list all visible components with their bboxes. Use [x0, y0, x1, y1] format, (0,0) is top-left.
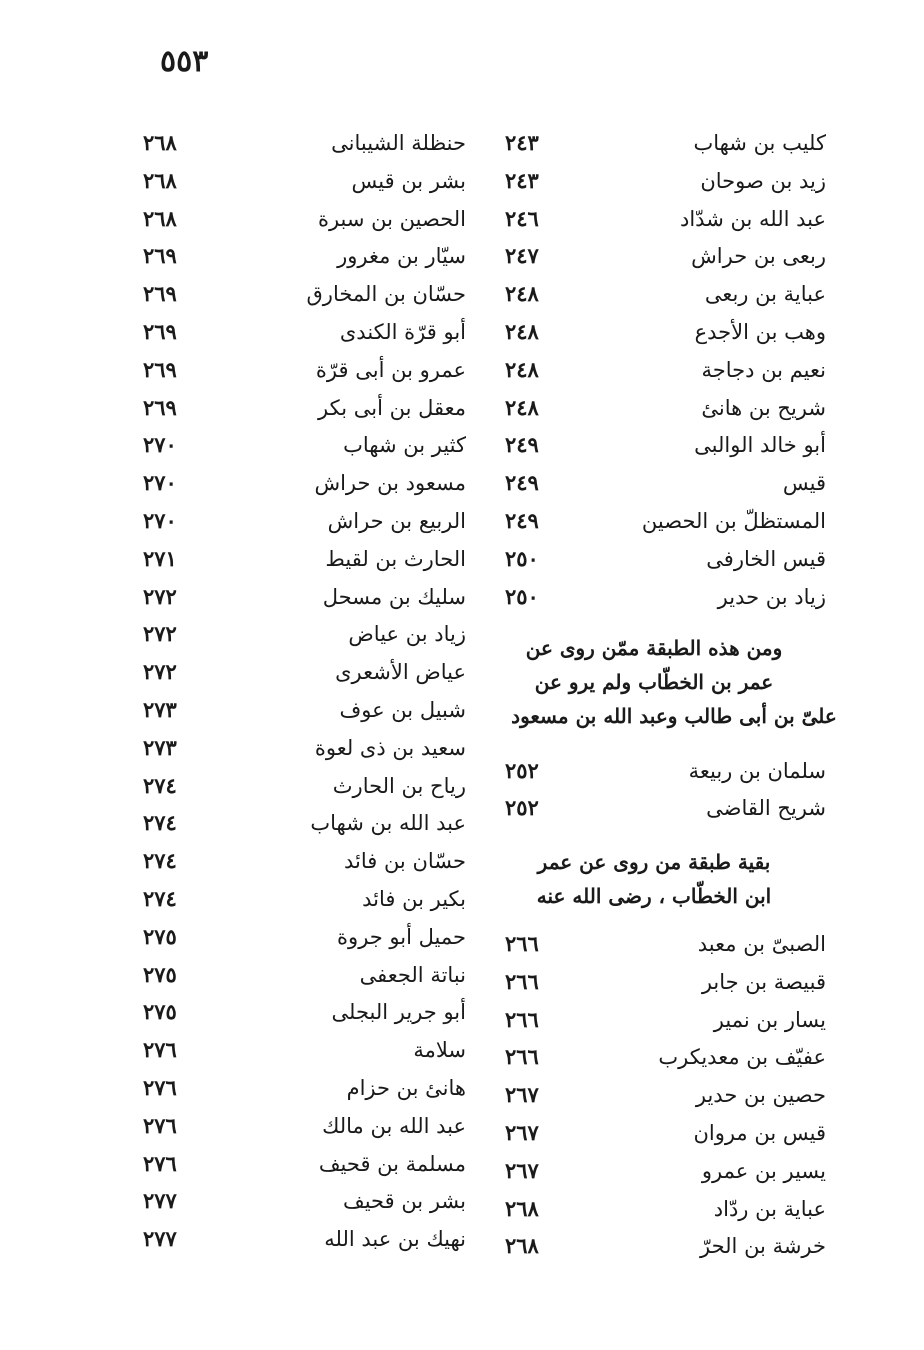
entry-name: هانئ بن حزام: [346, 1076, 466, 1100]
entry-page: ٢٦٦: [505, 931, 539, 956]
entry-name: سيّار بن مغرور: [337, 244, 466, 269]
entry-name: نعيم بن دجاجة: [701, 357, 826, 382]
entry-page: ٢٤٨: [505, 281, 539, 307]
index-entry: [0, 313, 924, 351]
index-entry: [0, 200, 924, 238]
index-entry: [0, 124, 924, 162]
entry-name: الحارث بن لقيط: [325, 546, 466, 571]
entry-page: ٢٧١: [143, 545, 177, 571]
entry-name: عبد الله بن شدّاد: [680, 206, 826, 231]
entry-name: قيس الخارفى: [706, 546, 826, 571]
entry-name: أبو جرير البجلى: [331, 1000, 466, 1025]
entry-name: مسلمة بن قحيف: [318, 1151, 466, 1176]
entry-name: بشر بن قيس: [351, 168, 466, 193]
entry-name: أبو خالد الوالبى: [694, 433, 826, 458]
entry-name: عياض الأشعرى: [335, 660, 466, 685]
entry-name: المستظلّ بن الحصين: [641, 509, 826, 533]
index-entry: [0, 464, 924, 502]
entry-page: ٢٦٧: [505, 1157, 539, 1183]
entry-name: زياد بن حدير: [717, 584, 826, 609]
entry-page: ٢٧٥: [143, 961, 177, 987]
entry-page: ٢٦٧: [505, 1120, 539, 1145]
entry-page: ٢٤٨: [505, 394, 539, 420]
entry-name: أبو قرّة الكندى: [339, 320, 466, 344]
entry-page: ٢٤٨: [505, 356, 539, 382]
index-entry: [0, 426, 924, 464]
entry-name: حسّان بن فائد: [343, 849, 466, 874]
entry-page: ٢٧٦: [143, 1150, 177, 1176]
entry-page: ٢٧٧: [143, 1188, 177, 1214]
entry-name: مسعود بن حراش: [314, 471, 466, 496]
entry-name: بكير بن فائد: [362, 887, 466, 911]
index-entry: [0, 1031, 924, 1069]
entry-name: نباتة الجعفى: [359, 962, 466, 987]
entry-page: ٢٧٢: [143, 659, 177, 685]
entry-name: عبد الله بن شهاب: [310, 811, 466, 836]
entry-page: ٢٧٤: [143, 848, 177, 874]
entry-name: شريح القاضى: [706, 796, 826, 820]
entry-name: الربيع بن حراش: [327, 509, 466, 533]
index-entry: [0, 767, 924, 805]
entry-page: ٢٧٢: [143, 583, 177, 609]
entry-page: ٢٦٦: [505, 968, 539, 994]
entry-name: شريح بن هانئ: [701, 395, 826, 420]
entry-page: ٢٦٨: [143, 130, 177, 155]
entry-name: زياد بن عياض: [348, 622, 466, 647]
entry-page: ٢٥٠: [505, 583, 539, 609]
entry-name: قيس: [782, 471, 826, 496]
entry-page: ٢٦٧: [505, 1082, 539, 1108]
heading-2-line: ابن الخطّاب ، رضى الله عنه: [536, 884, 772, 908]
heading-1-line: عمر بن الخطّاب ولم يرو عن: [534, 670, 774, 694]
entry-name: يسير بن عمرو: [701, 1158, 826, 1183]
entry-name: سعيد بن ذى لعوة: [314, 735, 466, 760]
heading-1-line: علىّ بن أبى طالب وعبد الله بن مسعود: [511, 704, 837, 728]
entry-name: سليك بن مسحل: [322, 584, 466, 609]
index-entry: [0, 1182, 924, 1220]
entry-page: ٢٦٩: [143, 394, 177, 420]
entry-name: عباية بن ردّاد: [713, 1196, 826, 1221]
section-heading-1: [504, 631, 837, 733]
entry-page: ٢٤٩: [505, 432, 539, 458]
index-entry: [0, 918, 924, 956]
index-entry: [0, 993, 924, 1031]
entry-page: ٢٤٣: [505, 130, 539, 155]
index-entry: [0, 351, 924, 389]
entry-name: سلامة: [413, 1038, 466, 1063]
entry-page: ٢٤٩: [505, 470, 539, 496]
index-entry: [0, 1220, 924, 1258]
entry-page: ٢٥٢: [505, 758, 539, 783]
entry-page: ٢٤٩: [505, 508, 539, 533]
entry-name: رياح بن الحارث: [332, 773, 466, 798]
entry-name: نهيك بن عبد الله: [324, 1227, 466, 1252]
index-entry: [0, 1069, 924, 1107]
entry-name: قيس بن مروان: [693, 1121, 826, 1145]
section-heading-2: [504, 845, 804, 913]
index-entry: [0, 804, 924, 842]
entry-page: ٢٧٤: [143, 772, 177, 798]
index-entry: [0, 1107, 924, 1145]
entry-name: كثير بن شهاب: [343, 433, 466, 458]
entry-page: ٢٧٤: [143, 810, 177, 836]
index-entry: [0, 540, 924, 578]
entry-name: يسار بن نمير: [713, 1007, 826, 1032]
entry-name: ربعى بن حراش: [691, 244, 826, 269]
index-entry: [0, 237, 924, 275]
entry-name: سلمان بن ربيعة: [688, 759, 826, 783]
entry-page: ٢٦٨: [143, 205, 177, 231]
entry-page: ٢٧٣: [143, 734, 177, 760]
entry-name: زيد بن صوحان: [700, 168, 826, 193]
entry-page: ٢٥٠: [505, 545, 539, 571]
index-entry: [0, 162, 924, 200]
heading-1-line: ومن هذه الطبقة ممّن روى عن: [525, 636, 783, 660]
entry-name: الحصين بن سبرة: [317, 206, 466, 231]
entry-name: حسّان بن المخارق: [306, 282, 466, 307]
entry-page: ٢٤٦: [505, 205, 539, 231]
heading-2-line: بقية طبقة من روى عن عمر: [537, 850, 771, 874]
entry-name: عفيّف بن معديكرب: [658, 1045, 826, 1070]
index-entry: [0, 502, 924, 540]
entry-page: ٢٧٥: [143, 923, 177, 949]
entry-name: حصين بن حدير: [695, 1083, 826, 1108]
entry-page: ٢٦٨: [505, 1233, 539, 1259]
entry-page: ٢٧٣: [143, 697, 177, 722]
entry-page: ٢٧٦: [143, 1112, 177, 1138]
entry-name: حميل أبو جروة: [337, 924, 466, 949]
index-entry: [0, 1145, 924, 1183]
entry-name: وهب بن الأجدع: [694, 320, 826, 344]
index-entry: [0, 578, 924, 616]
entry-page: ٢٧٠: [143, 432, 177, 458]
entry-name: معقل بن أبى بكر: [318, 395, 466, 420]
entry-page: ٢٥٢: [505, 795, 539, 820]
entry-page: ٢٧٢: [143, 621, 177, 647]
entry-page: ٢٦٨: [505, 1195, 539, 1221]
page-number: ٥٥٣: [160, 44, 209, 79]
entry-page: ٢٦٦: [505, 1006, 539, 1032]
index-entry: [0, 729, 924, 767]
entry-name: عمرو بن أبى قرّة: [315, 357, 466, 382]
entry-name: خرشة بن الحرّ: [700, 1234, 826, 1259]
entry-name: شبيل بن عوف: [339, 698, 466, 722]
entry-page: ٢٦٦: [505, 1044, 539, 1070]
entry-name: حنظلة الشيبانى: [331, 131, 466, 155]
entry-name: كليب بن شهاب: [693, 131, 826, 155]
entry-page: ٢٤٣: [505, 167, 539, 193]
entry-name: عبد الله بن مالك: [322, 1113, 466, 1138]
index-entry: [0, 389, 924, 427]
entry-page: ٢٦٩: [143, 243, 177, 269]
entry-page: ٢٧٧: [143, 1226, 177, 1252]
entry-page: ٢٧٦: [143, 1075, 177, 1100]
entry-page: ٢٦٩: [143, 319, 177, 344]
entry-name: بشر بن قحيف: [342, 1189, 466, 1214]
entry-name: قبيصة بن جابر: [701, 969, 826, 994]
entry-name: عباية بن ربعى: [704, 282, 826, 307]
index-entry: [0, 956, 924, 994]
index-entry: [0, 275, 924, 313]
entry-page: ٢٦٩: [143, 356, 177, 382]
entry-page: ٢٧٥: [143, 999, 177, 1025]
entry-page: ٢٦٨: [143, 167, 177, 193]
entry-page: ٢٦٩: [143, 281, 177, 307]
entry-page: ٢٧٦: [143, 1037, 177, 1063]
entry-page: ٢٧٠: [143, 508, 177, 533]
entry-page: ٢٧٠: [143, 470, 177, 496]
entry-name: الصبىّ بن معبد: [697, 932, 826, 956]
entry-page: ٢٤٨: [505, 319, 539, 344]
entry-page: ٢٤٧: [505, 243, 539, 269]
entry-page: ٢٧٤: [143, 886, 177, 911]
